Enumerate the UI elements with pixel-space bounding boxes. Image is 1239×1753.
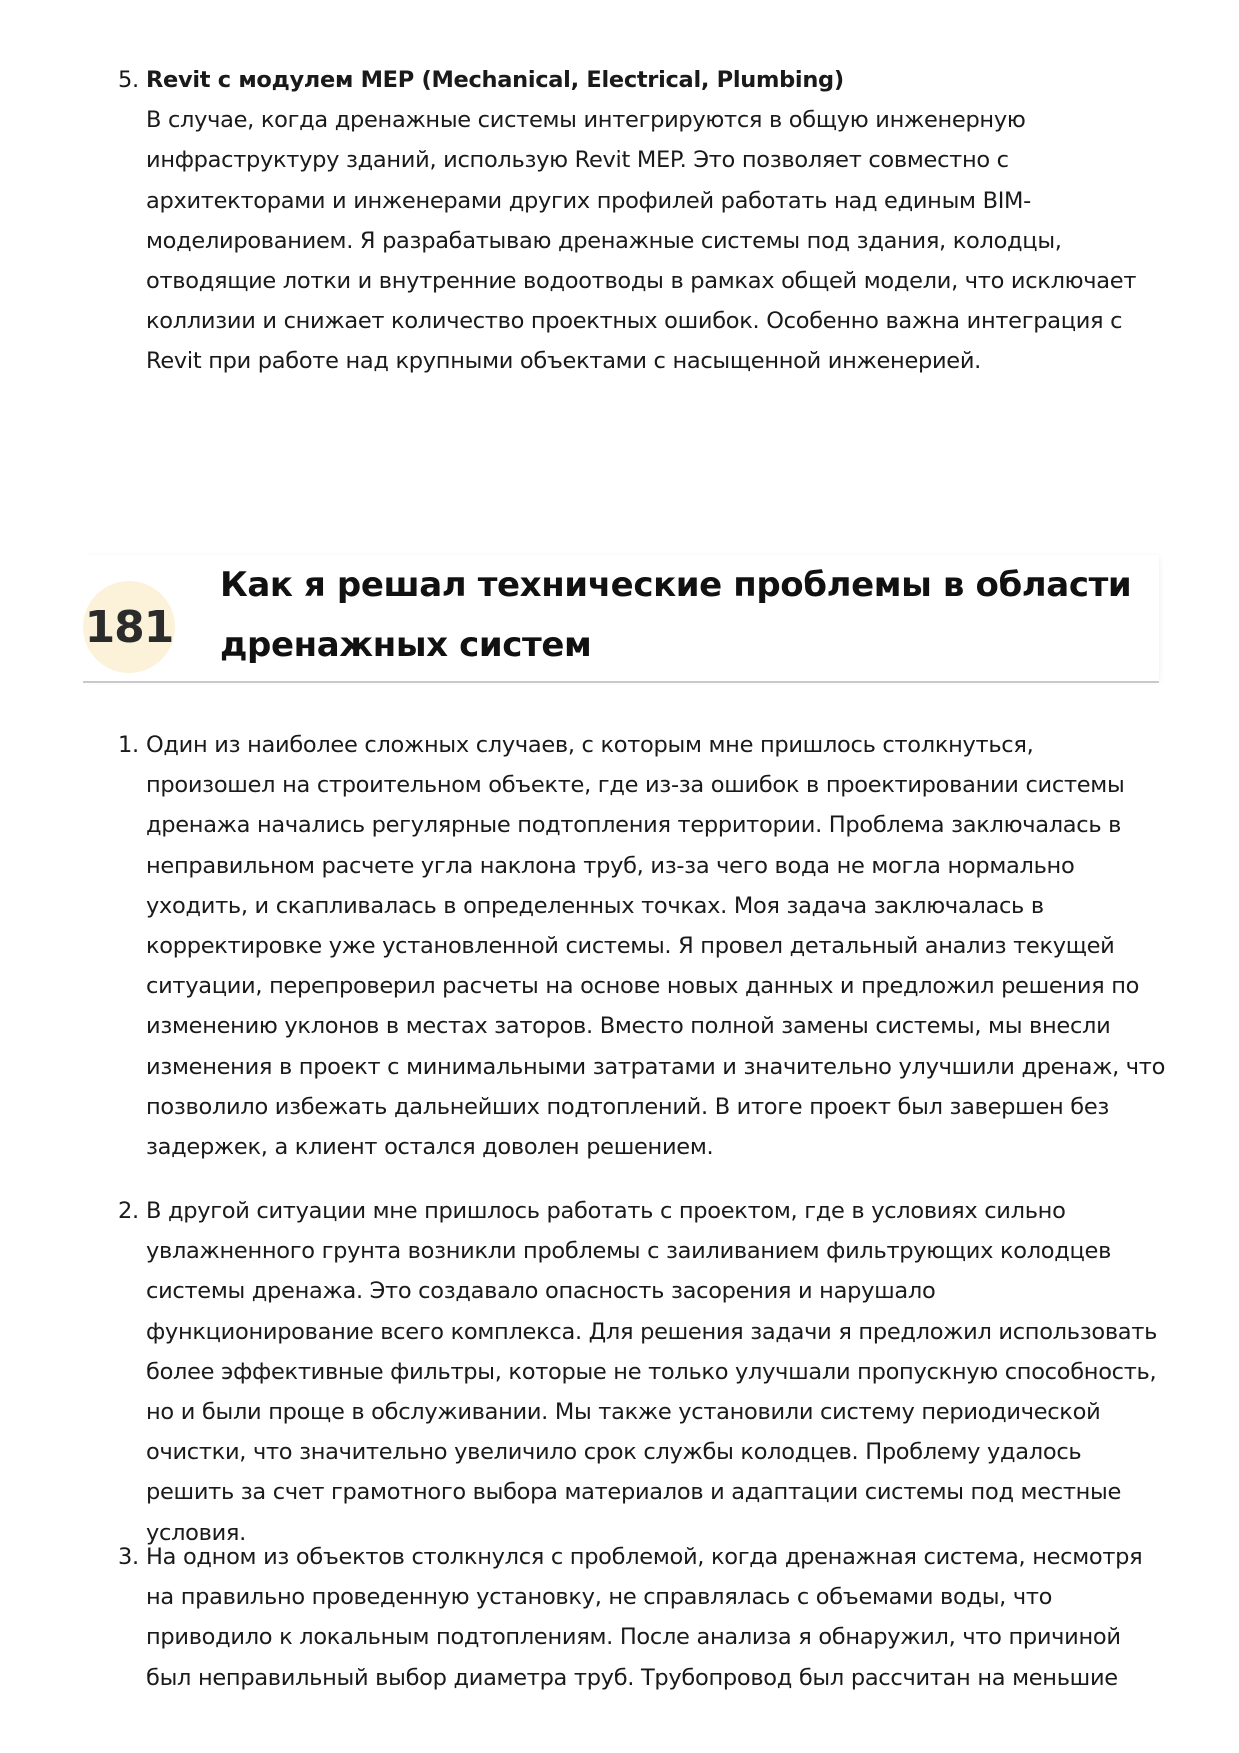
list-item-1 (118, 725, 1168, 1167)
list-item-number: 5. (118, 67, 139, 93)
list-item-text: В случае, когда дренажные системы интегрируются в общую инженерную инфраструктуру зданий, использую Revit MEP. Это позволяет совместно с архитекторами и инженерами других профилей работать над единым BIM-моделированием. Я разрабатываю дренажные системы под здания, колодцы, отводящие лотки и внутренние водоотводы в рамках общей модели, что исключает коллизии и снижает количество проектных ошибок. Особенно важна интеграция с Revit при работе над крупными объектами с насыщенной инженерией. (146, 107, 1137, 375)
list-item-title: Revit с модулем MEP (Mechanical, Electrical, Plumbing) (146, 67, 844, 93)
list-item-number: 2. (118, 1198, 139, 1224)
list-item-3 (118, 1537, 1168, 1698)
list-item-text: В другой ситуации мне пришлось работать с проектом, где в условиях сильно увлажненного грунта возникли проблемы с заиливанием фильтрующих колодцев системы дренажа. Это создавало опасность засорения и нарушало функционирование всего комплекса. Для решения задачи я предложил использовать более эффективные фильтры, которые не только улучшали пропускную способность, но и были проще в обслуживании. Мы также установили систему периодической очистки, что значительно увеличило срок службы колодцев. Проблему удалось решить за счет грамотного выбора материалов и адаптации системы под местные условия. (146, 1198, 1158, 1546)
list-item-text: На одном из объектов столкнулся с проблемой, когда дренажная система, несмотря на правильно проведенную установку, не справлялась с объемами воды, что приводило к локальным подтоплениям. После анализа я обнаружил, что причиной был неправильный выбор диаметра труб. Трубопровод был рассчитан на меньшие (146, 1544, 1143, 1691)
list-item-number: 1. (118, 732, 139, 758)
list-item-number: 3. (118, 1544, 139, 1570)
section-header (83, 555, 1159, 683)
list-item-5 (118, 60, 1168, 382)
section-title: Как я решал технические проблемы в области дренажных систем (220, 565, 1132, 665)
list-item-text: Один из наиболее сложных случаев, с которым мне пришлось столкнуться, произошел на строительном объекте, где из-за ошибок в проектировании системы дренажа начались регулярные подтопления территории. Проблема заключалась в неправильном расчете угла наклона труб, из-за чего вода не могла нормально уходить, и скапливалась в определенных точках. Моя задача заключалась в корректировке уже установленной системы. Я провел детальный анализ текущей ситуации, перепроверил расчеты на основе новых данных и предложил решения по изменению уклонов в местах заторов. Вместо полной замены системы, мы внесли изменения в проект с минимальными затратами и значительно улучшили дренаж, что позволило избежать дальнейших подтоплений. В итоге проект был завершен без задержек, а клиент остался доволен решением. (146, 732, 1166, 1161)
list-item-2 (118, 1191, 1168, 1553)
section-number-badge: 181 (83, 581, 175, 673)
